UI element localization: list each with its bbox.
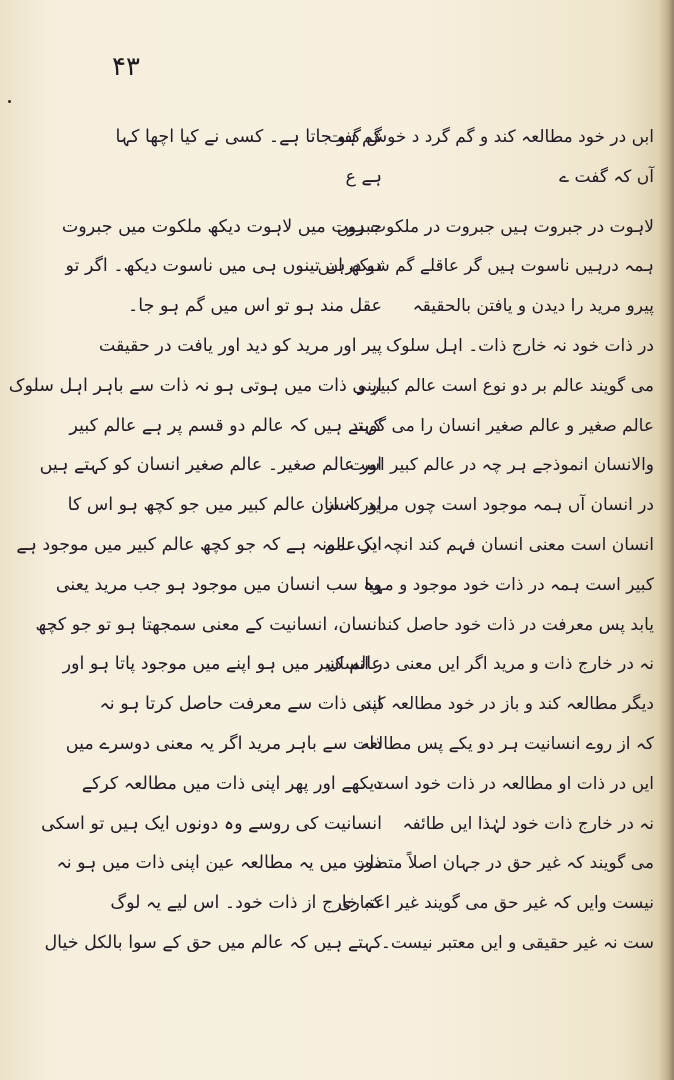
ink-smudge [8,100,11,103]
text-line: در انسان آں ہمہ موجود است چوں مرید کہ از [325,495,654,516]
text-line: پیرو مرید را دیدن و یافتن بالحقیقہ [412,296,654,317]
text-line: کبیر است ہمہ در ذات خود موجود و مہیا [364,574,654,595]
text-line: عالم صغیر و عالم صغیر انسان را می گویند [350,415,654,436]
text-line: ست نہ غیر حقیقی و ایں معتبر نیست۔ [380,932,654,953]
text-line: انسان است معنی انسان فہم کند انچہ در عالم [324,534,654,555]
stanza-gap [392,198,654,208]
text-line: انسانیت کی روسے وہ دونوں ایک ہیں تو اسکی [41,813,382,834]
text-line: اپنی ذات میں ہوتی ہو نہ ذات سے باہر اہل سلوک [8,375,382,396]
verse-line: جبروت میں لاہوت دیکھ ملکوت میں جبروت [61,216,382,237]
text-line: گم ہو جاتا ہے۔ کسی نے کیا اچھا کہا [115,127,382,147]
text-line: کہتے ہیں کہ عالم میں حق کے سوا بالکل خیال [44,932,382,953]
text-line: کہ از روے انسانیت ہر دو یکے پس مطالعہ [359,733,654,754]
text-line: می گویند عالم بر دو نوع است عالم کبیر و [357,375,654,396]
text-line: انسان، انسانیت کے معنی سمجھتا ہو تو جو کچھ [35,614,382,635]
text-line: نیست وایں کہ غیر حق می گویند غیر اعتباری [338,893,654,914]
text-line: نہ در خارج ذات و مرید اگر ایں معنی در انسان [326,654,654,675]
text-line: اور انسان عالم کبیر میں جو کچھ ہو اس کا [67,495,382,516]
text-line: آں کہ گفت ے [559,166,654,187]
text-line: در ذات خود نہ خارج ذات۔ اہل سلوک [385,335,654,356]
verse-line: ہمہ درہیں ناسوت ہیں گر عاقلے گم شو درہیں [317,256,654,277]
page-number: ۴۳ [112,52,140,82]
text-line: کہ خارج از ذات خود۔ اس لیے یہ لوگ [110,893,382,914]
text-line: پیر اور مرید کو دید اور یافت در حقیقت [98,335,382,356]
text-line: اپنی ذات سے معرفت حاصل کرتا ہو نہ [99,694,382,715]
urdu-translation-column [8,118,382,964]
text-line: یابد پس معرفت در ذات خود حاصل کند [378,614,654,635]
text-line: والانسان انموذجے ہر چہ در عالم کبیر است [349,455,654,476]
verse-line: دیکھ ان تینوں ہی میں ناسوت دیکھ۔ اگر تو [65,256,382,277]
text-line: وہ سب انسان میں موجود ہو جب مرید یعنی [55,574,382,595]
text-line: ابں در خود مطالعہ کند و گم گرد د خوش گفت [327,127,654,147]
page-spine-shadow [658,0,674,1080]
text-line: نہ در خارج ذات خود لہٰذا ایں طائفہ [402,813,654,834]
text-line: می گویند کہ غیر حق در جہان اصلاً متصور [356,853,654,874]
text-line: دیگر مطالعہ کند و باز در خود مطالعہ کند [363,694,654,715]
text-line: ذات سے باہر مرید اگر یہ معنی دوسرے میں [65,733,382,754]
text-line: عقل مند ہو تو اس میں گم ہو جا۔ [128,296,382,317]
stanza-gap [100,198,382,208]
text-line: ایں در ذات او مطالعہ در ذات خود است [373,773,654,794]
text-line: دیکھے اور پھر اپنی ذات میں مطالعہ کرکے [81,773,382,794]
text-line: ذات میں یہ مطالعہ عین اپنی ذات میں ہو نہ [56,853,382,874]
text-line: ہے ع [345,166,382,187]
verse-line: لاہوت در جبروت ہیں جبروت در ملکوت ہیں [336,216,654,237]
text-line: کہتے ہیں کہ عالم دو قسم پر ہے عالم کبیر [69,415,382,436]
text-line: عالم کبیر میں ہو اپنے میں موجود پاتا ہو اور [62,654,382,675]
text-line: اور عالم صغیر۔ عالم صغیر انسان کو کہتے ہیں [39,455,382,476]
text-line: ایک نمونہ ہے کہ جو کچھ عالم کبیر میں موجود ہے [16,534,382,555]
